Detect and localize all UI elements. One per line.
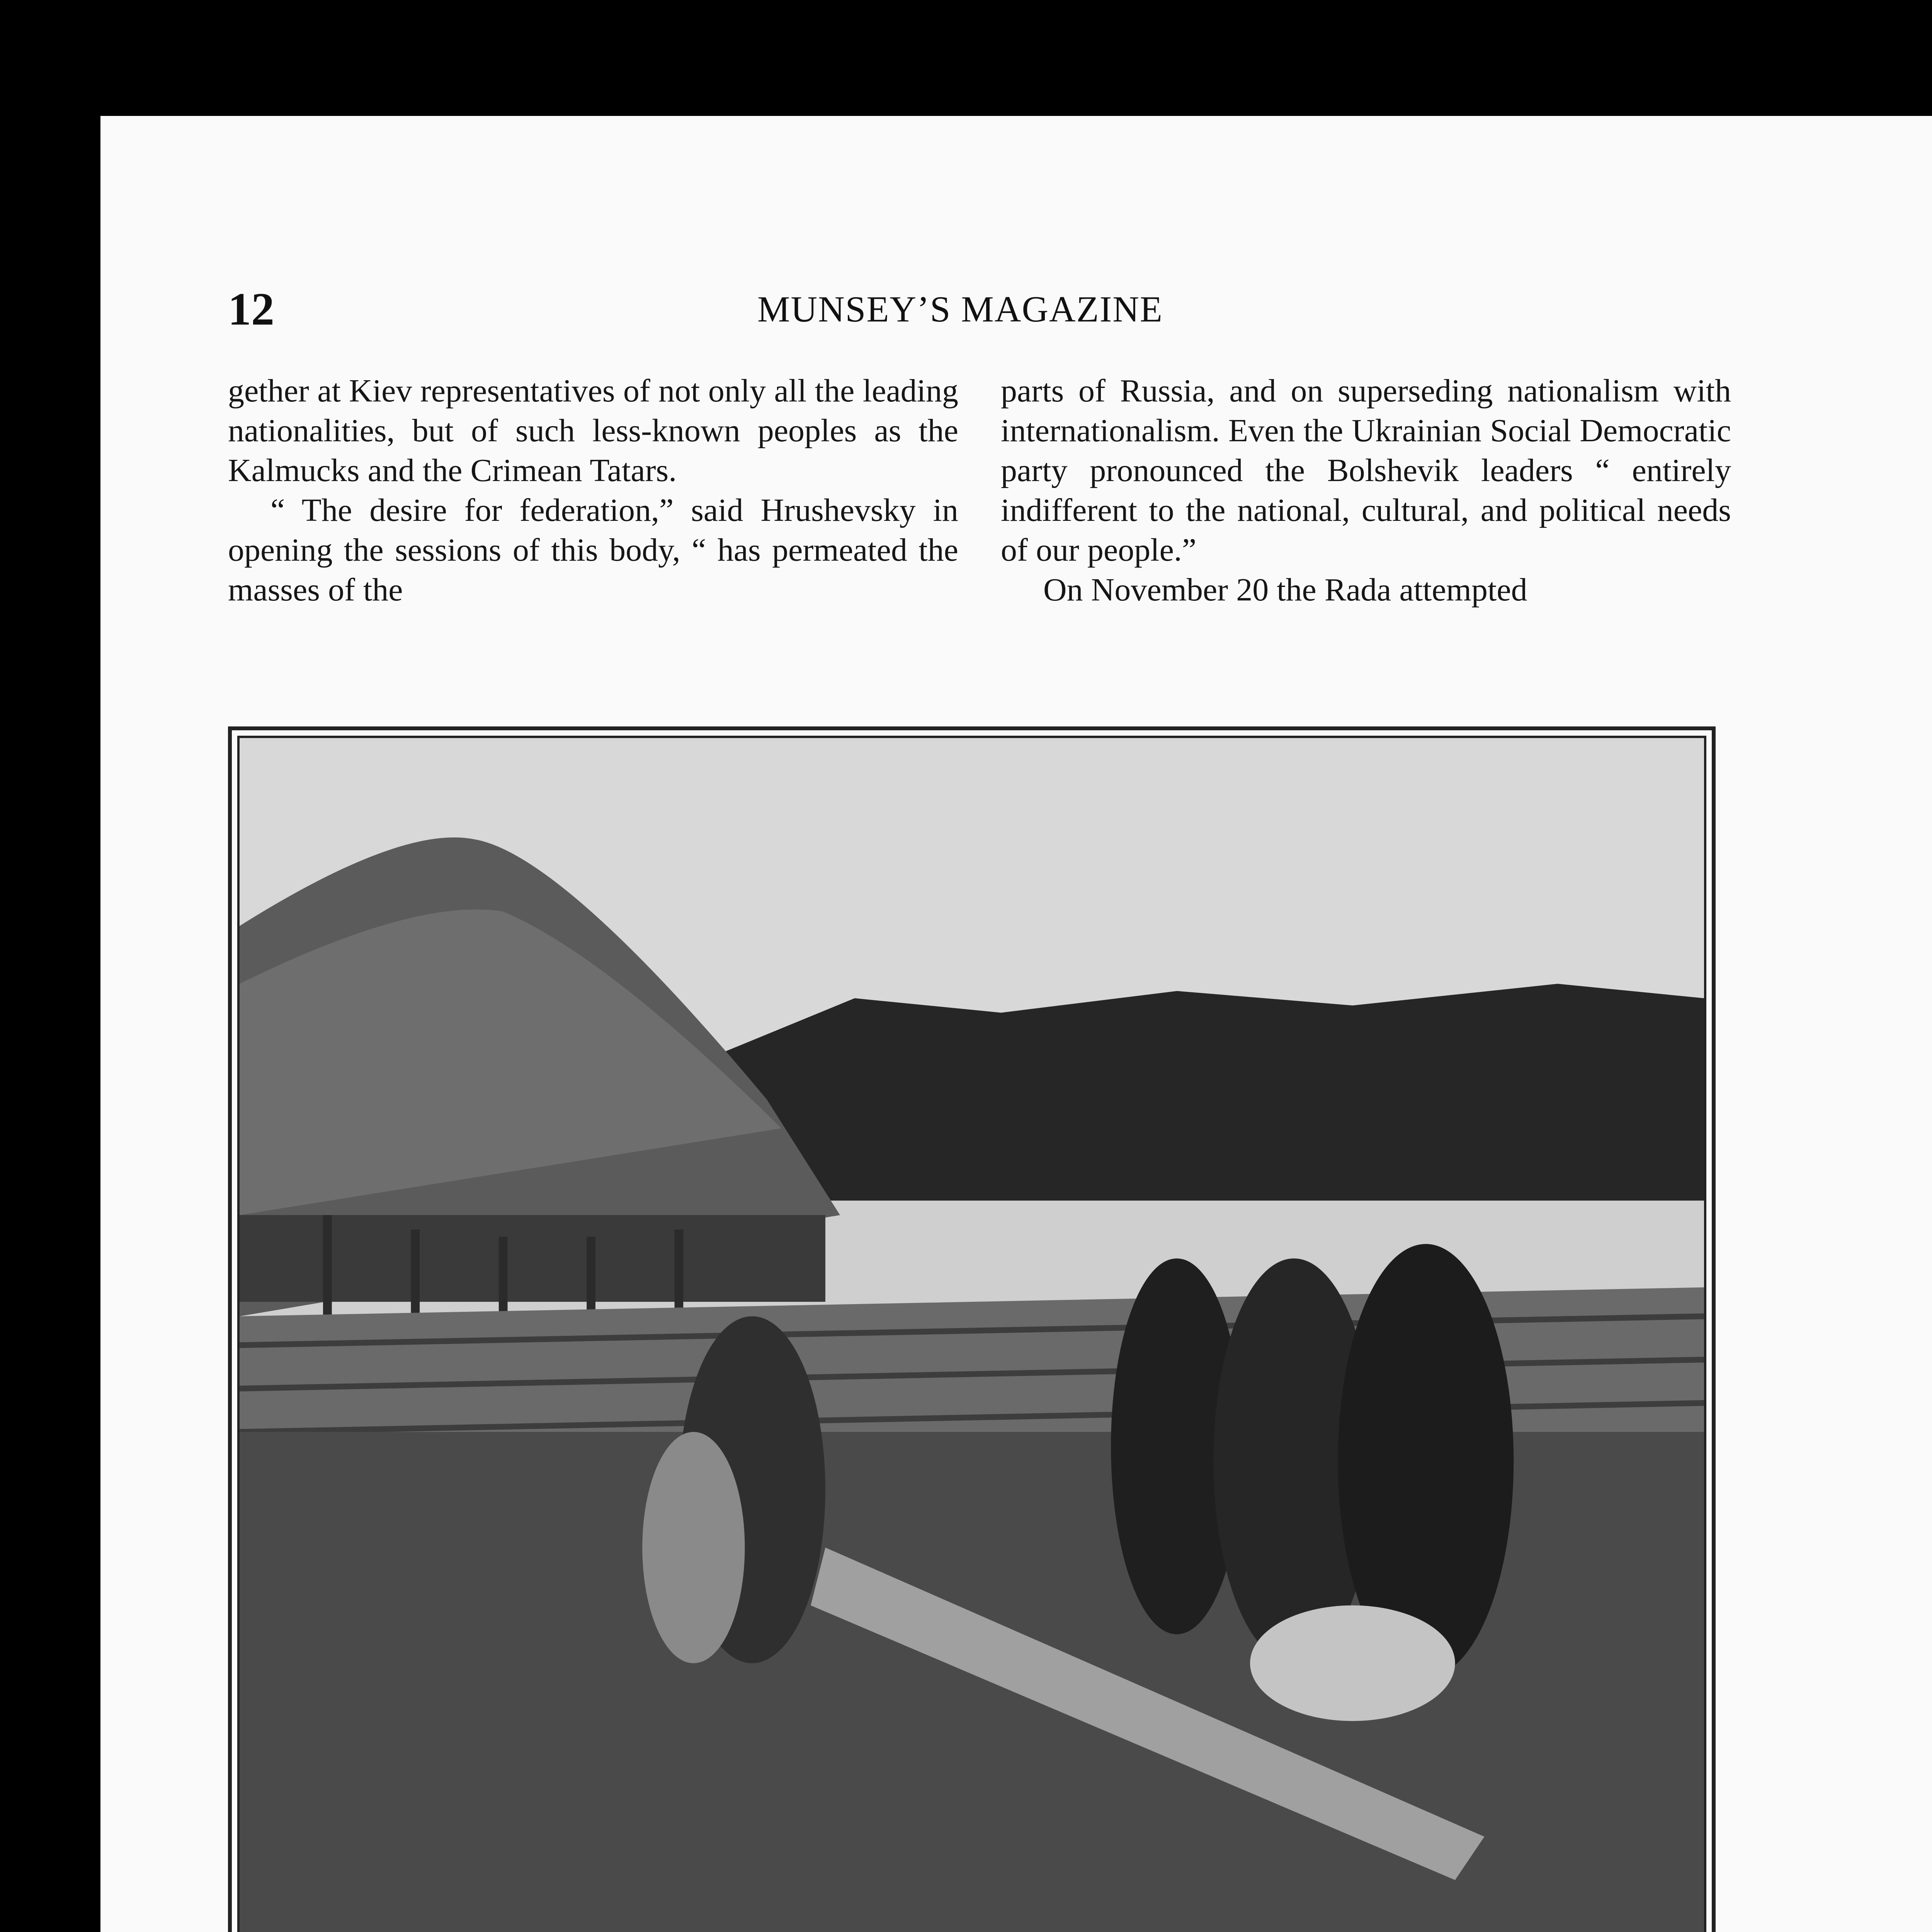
magazine-page xyxy=(100,116,1932,1932)
photograph xyxy=(237,736,1706,1932)
text-column-top-left xyxy=(228,371,958,610)
page-number: 12 xyxy=(228,283,274,335)
paragraph: “ The desire for federation,” said Hrushevsky in opening the sessions of this body, “ has permeated the masses of the xyxy=(228,492,958,608)
paragraph: parts of Russia, and on superseding nationalism with internationalism. Even the Ukrainian Social Democratic party pronounced the Bolshevik leaders “ entirely indifferent to the national, cultural, and political needs of our people.” xyxy=(1001,373,1731,568)
photo-frame xyxy=(228,726,1716,1932)
running-title: MUNSEY’S MAGAZINE xyxy=(757,289,1163,330)
paragraph: On November 20 the Rada attempted xyxy=(1043,572,1527,608)
text-column-top-right xyxy=(1001,371,1731,610)
paragraph: gether at Kiev representatives of not only all the leading nationalities, but of such less-known peoples as the Kalmucks and the Crimean Tatars. xyxy=(228,373,958,488)
photograph-illustration xyxy=(240,738,1704,1932)
page-header xyxy=(100,282,1932,336)
